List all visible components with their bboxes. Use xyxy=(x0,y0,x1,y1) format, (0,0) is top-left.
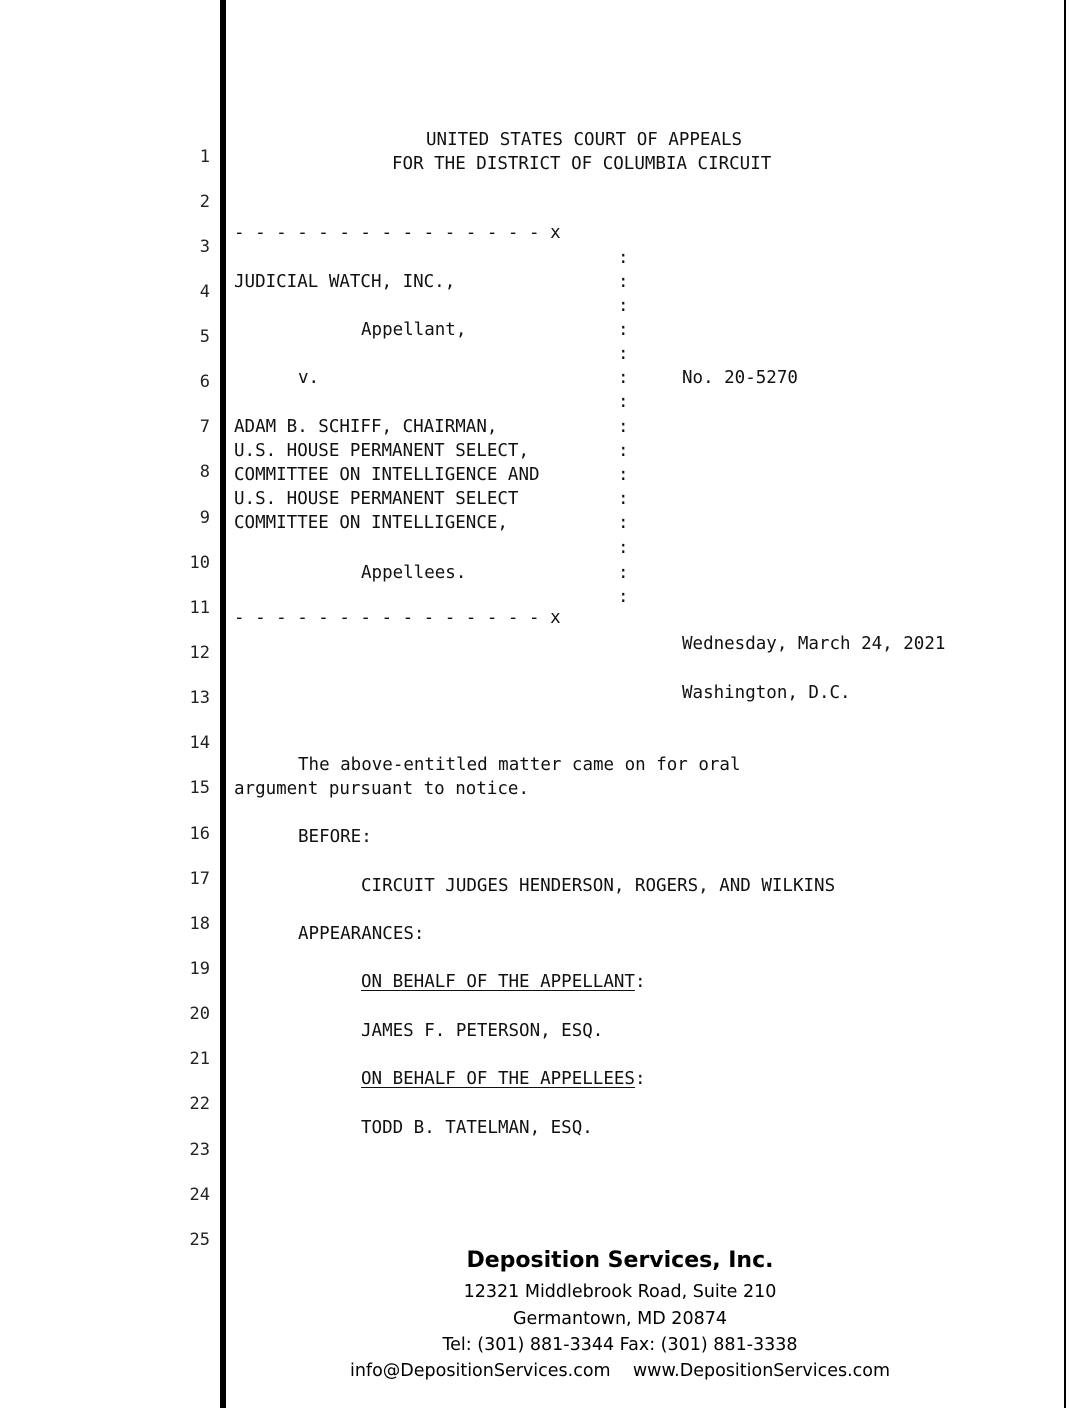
appellant-counsel-heading-text: ON BEHALF OF THE APPELLANT xyxy=(361,972,635,992)
judges: CIRCUIT JUDGES HENDERSON, ROGERS, AND WILKINS xyxy=(361,876,836,896)
line-number: 24 xyxy=(189,1185,210,1205)
caption-colon: : xyxy=(618,320,629,340)
company-city: Germantown, MD 20874 xyxy=(513,1309,727,1329)
line-number: 19 xyxy=(189,959,210,979)
matter-text: argument pursuant to notice. xyxy=(234,779,530,799)
heading-colon: : xyxy=(634,972,646,992)
caption-border-top: - - - - - - - - - - - - - - - x xyxy=(234,223,561,243)
line-number: 18 xyxy=(189,914,210,934)
line-number: 16 xyxy=(189,824,210,844)
appellant-counsel-heading xyxy=(361,972,645,992)
caption-colon: : xyxy=(618,489,629,509)
case-number: No. 20-5270 xyxy=(682,368,798,388)
line-number: 2 xyxy=(199,192,210,212)
line-number: 8 xyxy=(199,462,210,482)
line-number: 17 xyxy=(189,869,210,889)
appellee-line: COMMITTEE ON INTELLIGENCE AND xyxy=(234,465,540,485)
company-name: Deposition Services, Inc. xyxy=(466,1248,774,1273)
line-number: 13 xyxy=(189,688,210,708)
caption-colon: : xyxy=(618,538,629,558)
versus: v. xyxy=(298,368,320,388)
line-number: 4 xyxy=(199,282,210,302)
hearing-date: Wednesday, March 24, 2021 xyxy=(682,634,946,654)
appearances-heading: APPEARANCES: xyxy=(298,924,425,944)
line-number: 9 xyxy=(199,508,210,528)
appellee-line: ADAM B. SCHIFF, CHAIRMAN, xyxy=(234,417,498,437)
caption-colon: : xyxy=(618,513,629,533)
appellant-role: Appellant, xyxy=(361,320,467,340)
line-number: 20 xyxy=(189,1004,210,1024)
appellee-role: Appellees. xyxy=(361,563,467,583)
line-number: 12 xyxy=(189,643,210,663)
court-name: UNITED STATES COURT OF APPEALS xyxy=(426,130,743,150)
line-number: 3 xyxy=(199,237,210,257)
left-margin-rule xyxy=(220,0,226,1408)
hearing-location: Washington, D.C. xyxy=(682,683,851,703)
caption-colon: : xyxy=(618,587,629,607)
company-web: info@DepositionServices.com www.DepositionServices.com xyxy=(349,1361,891,1381)
caption-colon: : xyxy=(618,563,629,583)
caption-colon: : xyxy=(618,248,629,268)
line-number: 6 xyxy=(199,372,210,392)
caption-colon: : xyxy=(618,296,629,316)
caption-colon: : xyxy=(618,272,629,292)
line-number: 10 xyxy=(189,553,210,573)
appellee-line: U.S. HOUSE PERMANENT SELECT, xyxy=(234,441,530,461)
line-number: 15 xyxy=(189,778,210,798)
right-margin-rule xyxy=(1064,0,1066,1408)
company-address: 12321 Middlebrook Road, Suite 210 xyxy=(463,1282,777,1302)
line-number: 25 xyxy=(189,1230,210,1250)
caption-border-bottom: - - - - - - - - - - - - - - - x xyxy=(234,608,561,628)
caption-colon: : xyxy=(618,344,629,364)
caption-colon: : xyxy=(618,417,629,437)
appellees-counsel-heading xyxy=(361,1069,645,1089)
caption-colon: : xyxy=(618,392,629,412)
caption-colon: : xyxy=(618,441,629,461)
matter-text: The above-entitled matter came on for oral xyxy=(298,755,741,775)
caption-colon: : xyxy=(618,368,629,388)
appellee-line: COMMITTEE ON INTELLIGENCE, xyxy=(234,513,508,533)
caption-colon: : xyxy=(618,465,629,485)
line-number: 5 xyxy=(199,327,210,347)
line-number: 23 xyxy=(189,1140,210,1160)
company-phone: Tel: (301) 881-3344 Fax: (301) 881-3338 xyxy=(442,1335,798,1355)
appellees-counsel: TODD B. TATELMAN, ESQ. xyxy=(361,1118,593,1138)
court-circuit: FOR THE DISTRICT OF COLUMBIA CIRCUIT xyxy=(392,154,772,174)
line-number: 14 xyxy=(189,733,210,753)
line-number: 22 xyxy=(189,1094,210,1114)
heading-colon: : xyxy=(634,1069,646,1089)
appellant-counsel: JAMES F. PETERSON, ESQ. xyxy=(361,1021,604,1041)
line-number: 1 xyxy=(199,147,210,167)
line-number: 11 xyxy=(189,598,210,618)
line-number: 7 xyxy=(199,417,210,437)
line-number: 21 xyxy=(189,1049,210,1069)
before-heading: BEFORE: xyxy=(298,827,372,847)
appellant-name: JUDICIAL WATCH, INC., xyxy=(234,272,456,292)
appellee-line: U.S. HOUSE PERMANENT SELECT xyxy=(234,489,519,509)
appellees-counsel-heading-text: ON BEHALF OF THE APPELLEES xyxy=(361,1069,635,1089)
